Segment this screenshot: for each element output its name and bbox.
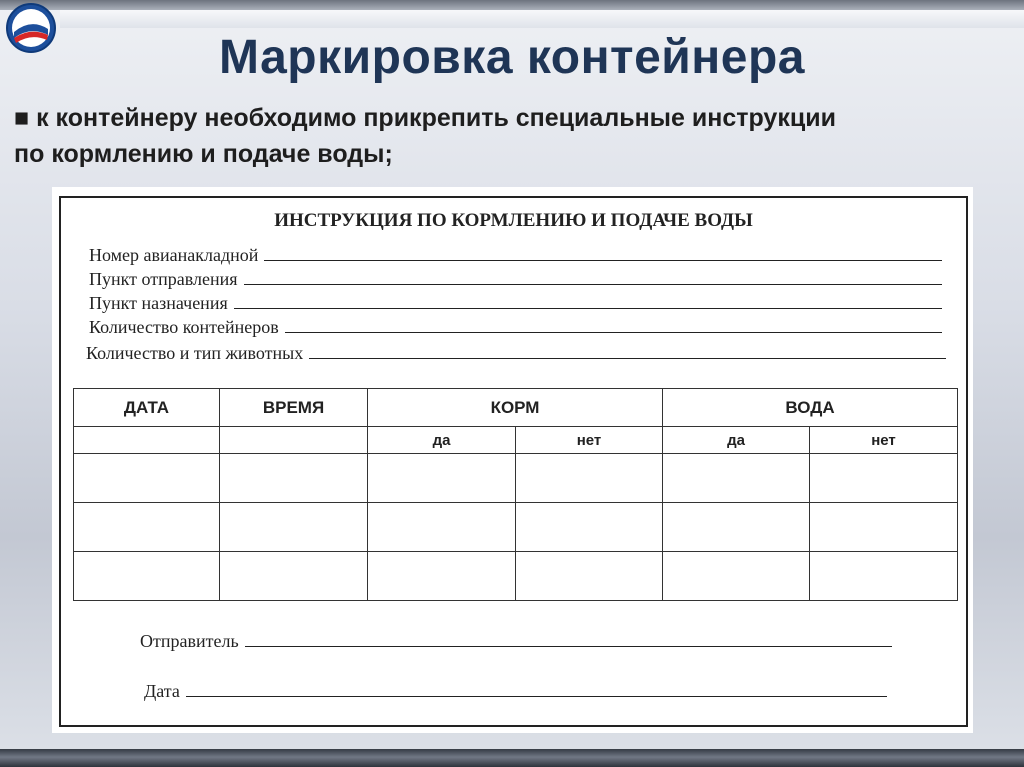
table-cell (663, 552, 810, 601)
table-cell (810, 503, 958, 552)
table-cell (663, 503, 810, 552)
header-time: ВРЕМЯ (220, 389, 368, 427)
bullet-line-2: по кормлению и подаче воды; (14, 140, 393, 168)
subheader-feed-yes: да (368, 427, 516, 454)
field-origin (89, 266, 942, 288)
table-subheader-row (74, 427, 958, 454)
table-cell (220, 454, 368, 503)
subheader-water-yes: да (663, 427, 810, 454)
field-label: Отправитель (140, 631, 239, 651)
table-cell (516, 503, 663, 552)
table-cell (516, 552, 663, 601)
table-row (74, 503, 958, 552)
table-cell (74, 503, 220, 552)
table-cell (516, 454, 663, 503)
field-label: Пункт отправления (89, 269, 238, 289)
slide-title: Маркировка контейнера (219, 31, 805, 84)
field-animal-count-type (86, 340, 946, 362)
field-label: Количество контейнеров (89, 317, 279, 337)
field-label: Номер авианакладной (89, 245, 259, 265)
table-cell (220, 427, 368, 454)
table-cell (74, 552, 220, 601)
header-feed: КОРМ (368, 389, 663, 427)
top-decor-bar (0, 0, 1024, 10)
blank-line (245, 646, 892, 647)
field-awb-number (89, 242, 942, 264)
top-decor-strip (60, 10, 1024, 28)
table-cell (368, 454, 516, 503)
table-row (74, 454, 958, 503)
form-title: ИНСТРУКЦИЯ ПО КОРМЛЕНИЮ И ПОДАЧЕ ВОДЫ (274, 210, 753, 231)
table-cell (368, 552, 516, 601)
bottom-decor-bar (0, 749, 1024, 767)
field-sender (140, 628, 892, 650)
subheader-water-no: нет (810, 427, 958, 454)
bullet-line-1: к контейнеру необходимо прикрепить специальные инструкции (36, 104, 836, 132)
subheader-feed-no: нет (516, 427, 663, 454)
instruction-form (59, 196, 968, 727)
header-date: ДАТА (74, 389, 220, 427)
blank-line (186, 696, 887, 697)
table-cell (368, 503, 516, 552)
blank-line (244, 284, 942, 285)
table-cell (663, 454, 810, 503)
blank-line (285, 332, 942, 333)
table-cell (220, 552, 368, 601)
blank-line (309, 358, 946, 359)
field-label: Пункт назначения (89, 293, 228, 313)
table-cell (810, 454, 958, 503)
table-row (74, 552, 958, 601)
field-label: Дата (144, 681, 180, 701)
instruction-form-image (52, 187, 973, 733)
header-water: ВОДА (663, 389, 958, 427)
field-container-count (89, 314, 942, 336)
field-date (144, 678, 887, 700)
table-cell (220, 503, 368, 552)
field-destination (89, 290, 942, 312)
table-cell (74, 454, 220, 503)
blank-line (234, 308, 942, 309)
field-label: Количество и тип животных (86, 343, 304, 363)
bullet-point (14, 100, 1014, 172)
table-cell (74, 427, 220, 454)
table-cell (810, 552, 958, 601)
feeding-table (73, 388, 958, 601)
blank-line (264, 260, 942, 261)
bullet-marker: ■ (14, 104, 30, 132)
table-header-row (74, 389, 958, 427)
